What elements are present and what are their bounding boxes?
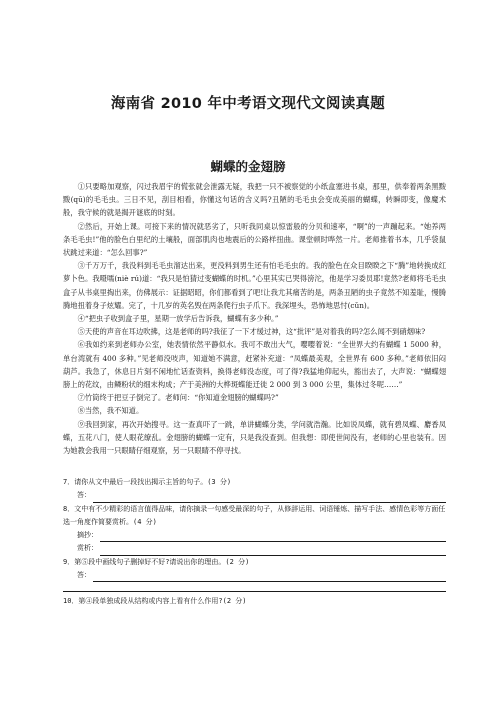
excerpt-label: 摘抄： <box>77 531 98 540</box>
answer-label: 答： <box>77 571 91 580</box>
paragraph-7: ⑦竹筒终于把豆子倒完了。老师问：“你知道金翅膀的蝴蝶吗?” <box>77 393 279 403</box>
answer-line[interactable] <box>100 546 446 556</box>
paragraph-4: ④“把虫子收到盒子里，星期一放学后告诉我，蝴蝶有多少种。” <box>77 314 279 324</box>
answer-label: 答： <box>77 491 91 500</box>
excerpt-row[interactable] <box>63 529 446 542</box>
answer-line[interactable] <box>100 532 446 542</box>
question-8: 8．文中有不少精彩的语言值得品味，请你摘录一句感受最深的句子，从修辞运用、词语锤炼、描写手法、感情色彩等方面任选一角度作简要赏析。(4 分) <box>63 504 446 526</box>
questions-section <box>63 476 446 609</box>
question-10: 10．第④段单独成段从结构或内容上看有什么作用?(2 分) <box>63 597 247 606</box>
answer-line[interactable] <box>63 582 446 592</box>
paragraph-1: ①只要略加观察，闪过我眉宇的慌张就会泄露无疑，我把一只不被察觉的小纸盒塞进书桌，那里，供奉着两条黑黢黢(qū)的毛毛虫。三日不见，刮目相看，你懂这句话的含义吗?丑陋的毛毛虫会变成美丽的蝴蝶，转瞬即变，像魔术般，我守候的就是揭开谜底的时刻。 <box>63 182 446 218</box>
answer-line[interactable] <box>93 572 446 582</box>
answer-row[interactable] <box>63 489 446 502</box>
paragraph-9: ⑨我回到家，再次开始搜寻。这一查真吓了一跳，单讲蝴蝶分类，学问就浩瀚。比如说凤蝶，就有碧凤蝶、麝香凤蝶，五花八门，使人眼花缭乱。金翅膀的蝴蝶一定有，只是我没查到。但我想：即使世间没有，老师的心里也装有。因为她教会我用一只眼睛仔细观察，另一只眼睛不停寻找。 <box>63 419 446 456</box>
question-7: 7．请你从文中最后一段找出揭示主旨的句子。(3 分) <box>63 478 232 486</box>
question-9: 9．第⑤段中画线句子删掉好不好?请说出你的理由。(2 分) <box>63 557 250 566</box>
paragraph-5: ⑤天使的声音在耳边吹拂，这是老师的吗?我征了一下才缓过神，这“批评”是对着我的吗?怎么闻不到硝烟味? <box>77 327 426 337</box>
appreciation-row[interactable] <box>63 542 446 555</box>
answer-row[interactable] <box>63 569 446 582</box>
paragraph-2: ②然后，开始上课。可接下来的情况就恶劣了，只听我同桌以惊雷般的分贝和速率，“啊”的一声蹦起来。“她养两条毛毛虫!”他的脸色白里纪的土壤般，面部肌肉也地震后的公路样扭曲。课堂顿时哗然一片。老师推着书本，几乎袋鼠状跳过来道：“怎么回事?” <box>63 221 446 258</box>
appreciation-label: 赏析： <box>77 544 98 553</box>
answer-line[interactable] <box>93 493 446 503</box>
paragraph-3: ③千万万千，我没料到毛毛虫溜达出来，更没料到男生还有怕毛毛虫的。我的脸色在众目睽睽之下“腾”地转换成红萝卜色。我嗫嚅(niè rú)道：“我只是怕猜过变蝴蝶的时机。”心里其实已哭得滂沱，他是学习委员耶!竟然?老师将毛毛虫盒子从书桌里掏出来，仿佛展示：证据昭昭，你们都看到了吧!让我尤其痛苦的是，两条丑陋的虫子竟然不知羞耻，慢腾腾地扭着身子炫耀。完了，十几岁的英名毁在两条爬行虫子爪下。我深埋头，恐怖地思忖(cǔn)。 <box>63 261 446 310</box>
article-title: 蝴蝶的金翅膀 <box>210 159 286 174</box>
paragraph-8: ⑧当然，我不知道。 <box>77 406 144 416</box>
paragraph-6: ⑥我如约来到老师办公室，她表情依然平静似水。我可不敢出大气，嘤嘤着说：“全世界大约有蝴蝶 1 5000 种，单台湾就有 400 多种。”见老师没吱声，知道她不满意，赶紧补充道：“凤蝶最美观，全世界有 600 多种。”老师依旧闷葫芦。我急了，休息日片刻不闲地忙话查资料，换得老师没态度，可了得?我猛地仰起头，豁出去了，大声说：“蝴蝶翅膀上的花纹，由鳞粉状的细末构成；产于美洲的大桦斑蝶能迁徙 2 000 到 3 000 公里，集体过冬呢……” <box>63 340 446 390</box>
document-title: 海南省 2010 年中考语文现代文阅读真题 <box>110 96 386 112</box>
article-body <box>63 180 446 457</box>
